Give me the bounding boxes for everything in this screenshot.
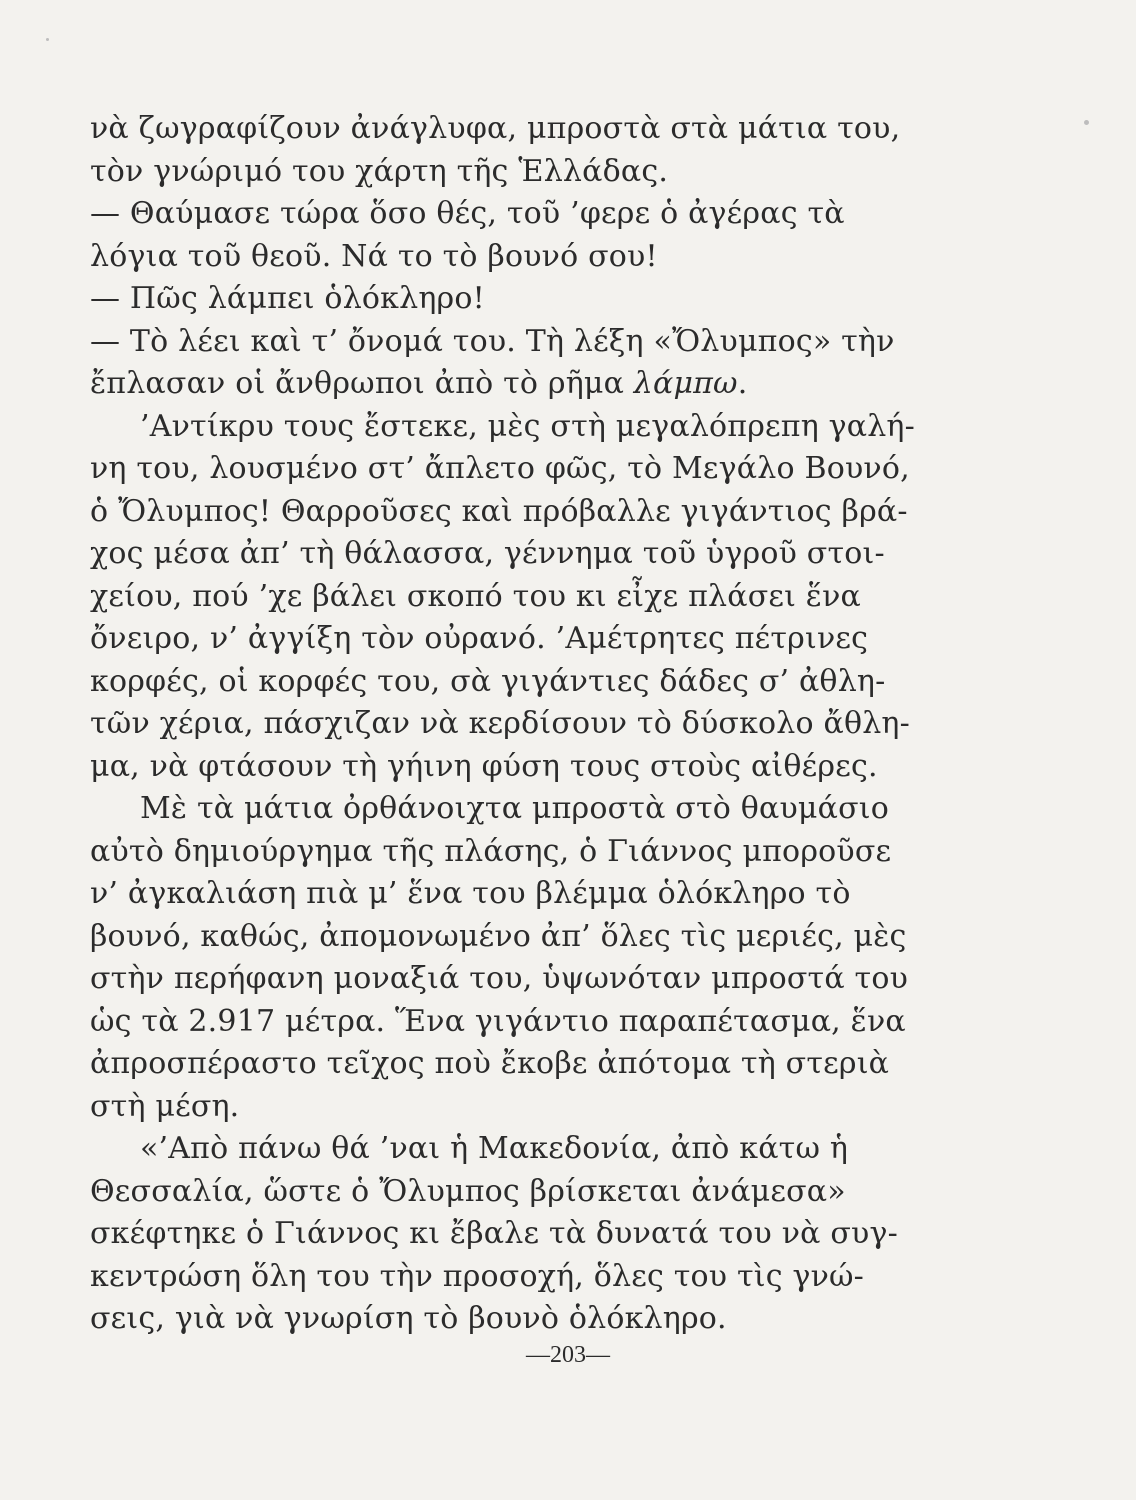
text-line: μα, νὰ φτάσουν τὴ γήινη φύση τους στοὺς αἰθέρες. xyxy=(90,748,878,784)
text-line: ὄνειρο, ν’ ἀγγίξη τὸν οὐρανό. ’Αμέτρητες πέτρινες xyxy=(90,621,869,656)
text-line: σεις, γιὰ νὰ γνωρίση τὸ βουνὸ ὁλόκληρο. xyxy=(90,1301,727,1336)
text-line: ’Αντίκρυ τους ἔστεκε, μὲς στὴ μεγαλόπρεπη γαλή- xyxy=(140,408,915,444)
text-line: ν’ ἀγκαλιάση πιὰ μ’ ἕνα του βλέμμα ὁλόκληρο τὸ xyxy=(90,876,851,911)
speck-mark xyxy=(1084,120,1089,125)
text-line: τῶν χέρια, πάσχιζαν νὰ κερδίσουν τὸ δύσκολο ἄθλη- xyxy=(90,706,910,741)
text-line-italic-ending: ἔπλασαν οἱ ἄνθρωποι ἀπὸ τὸ ρῆμα λάμπω. xyxy=(90,366,748,401)
text-line: χος μέσα ἀπ’ τὴ θάλασσα, γέννημα τοῦ ὑγροῦ στοι- xyxy=(90,536,885,571)
text-line: σκέφτηκε ὁ Γιάννος κι ἔβαλε τὰ δυνατά του νὰ συγ- xyxy=(90,1216,898,1251)
text-line: νη του, λουσμένο στ’ ἄπλετο φῶς, τὸ Μεγάλο Βουνό, xyxy=(90,451,910,486)
text-line: Μὲ τὰ μάτια ὀρθάνοιχτα μπροστὰ στὸ θαυμάσιο xyxy=(140,791,889,826)
text-line: — Τὸ λέει καὶ τ’ ὄνομά του. Τὴ λέξη «Ὄλυμπος» τὴν xyxy=(90,323,895,359)
text-line: κορφές, οἱ κορφές του, σὰ γιγάντιες δάδες σ’ ἀθλη- xyxy=(90,663,886,699)
text-line: ὁ Ὄλυμπος! Θαρροῦσες καὶ πρόβαλλε γιγάντιος βρά- xyxy=(90,493,908,529)
text-line: αὐτὸ δημιούργημα τῆς πλάσης, ὁ Γιάννος μποροῦσε xyxy=(90,833,892,869)
text-line: — Πῶς λάμπει ὁλόκληρο! xyxy=(90,281,485,316)
body-text xyxy=(90,108,915,1341)
text-line: χείου, πού ’χε βάλει σκοπό του κι εἶχε πλάσει ἕνα xyxy=(90,578,862,614)
text-line: Θεσσαλία, ὥστε ὁ Ὄλυμπος βρίσκεται ἀνάμεσα» xyxy=(90,1173,846,1209)
speck-mark xyxy=(46,38,49,41)
text-line: «’Απὸ πάνω θά ’ναι ἡ Μακεδονία, ἀπὸ κάτω ἡ xyxy=(140,1131,849,1166)
text-line: ἀπροσπέραστο τεῖχος ποὺ ἔκοβε ἀπότομα τὴ στεριὰ xyxy=(90,1046,890,1081)
text-line: νὰ ζωγραφίζουν ἀνάγλυφα, μπροστὰ στὰ μάτια του, xyxy=(90,111,901,146)
text-line: λόγια τοῦ θεοῦ. Νά το τὸ βουνό σου! xyxy=(90,238,658,274)
text-line: κεντρώση ὅλη του τὴν προσοχή, ὅλες του τὶς γνώ- xyxy=(90,1258,865,1294)
page-number: —203— xyxy=(526,1342,610,1368)
text-line: — Θαύμασε τώρα ὅσο θές, τοῦ ’φερε ὁ ἀγέρας τὰ xyxy=(90,196,845,231)
text-line: βουνό, καθώς, ἀπομονωμένο ἀπ’ ὅλες τὶς μεριές, μὲς xyxy=(90,918,907,954)
text-line: τὸν γνώριμό του χάρτη τῆς Ἑλλάδας. xyxy=(90,153,669,189)
text-line: ὡς τὰ 2.917 μέτρα. Ἕνα γιγάντιο παραπέτασμα, ἕνα xyxy=(90,1003,906,1039)
text-line: στὴν περήφανη μοναξιά του, ὑψωνόταν μπροστά του xyxy=(90,961,909,996)
emphasized-word: λάμπω xyxy=(633,366,738,401)
text-line: στὴ μέση. xyxy=(90,1088,240,1124)
